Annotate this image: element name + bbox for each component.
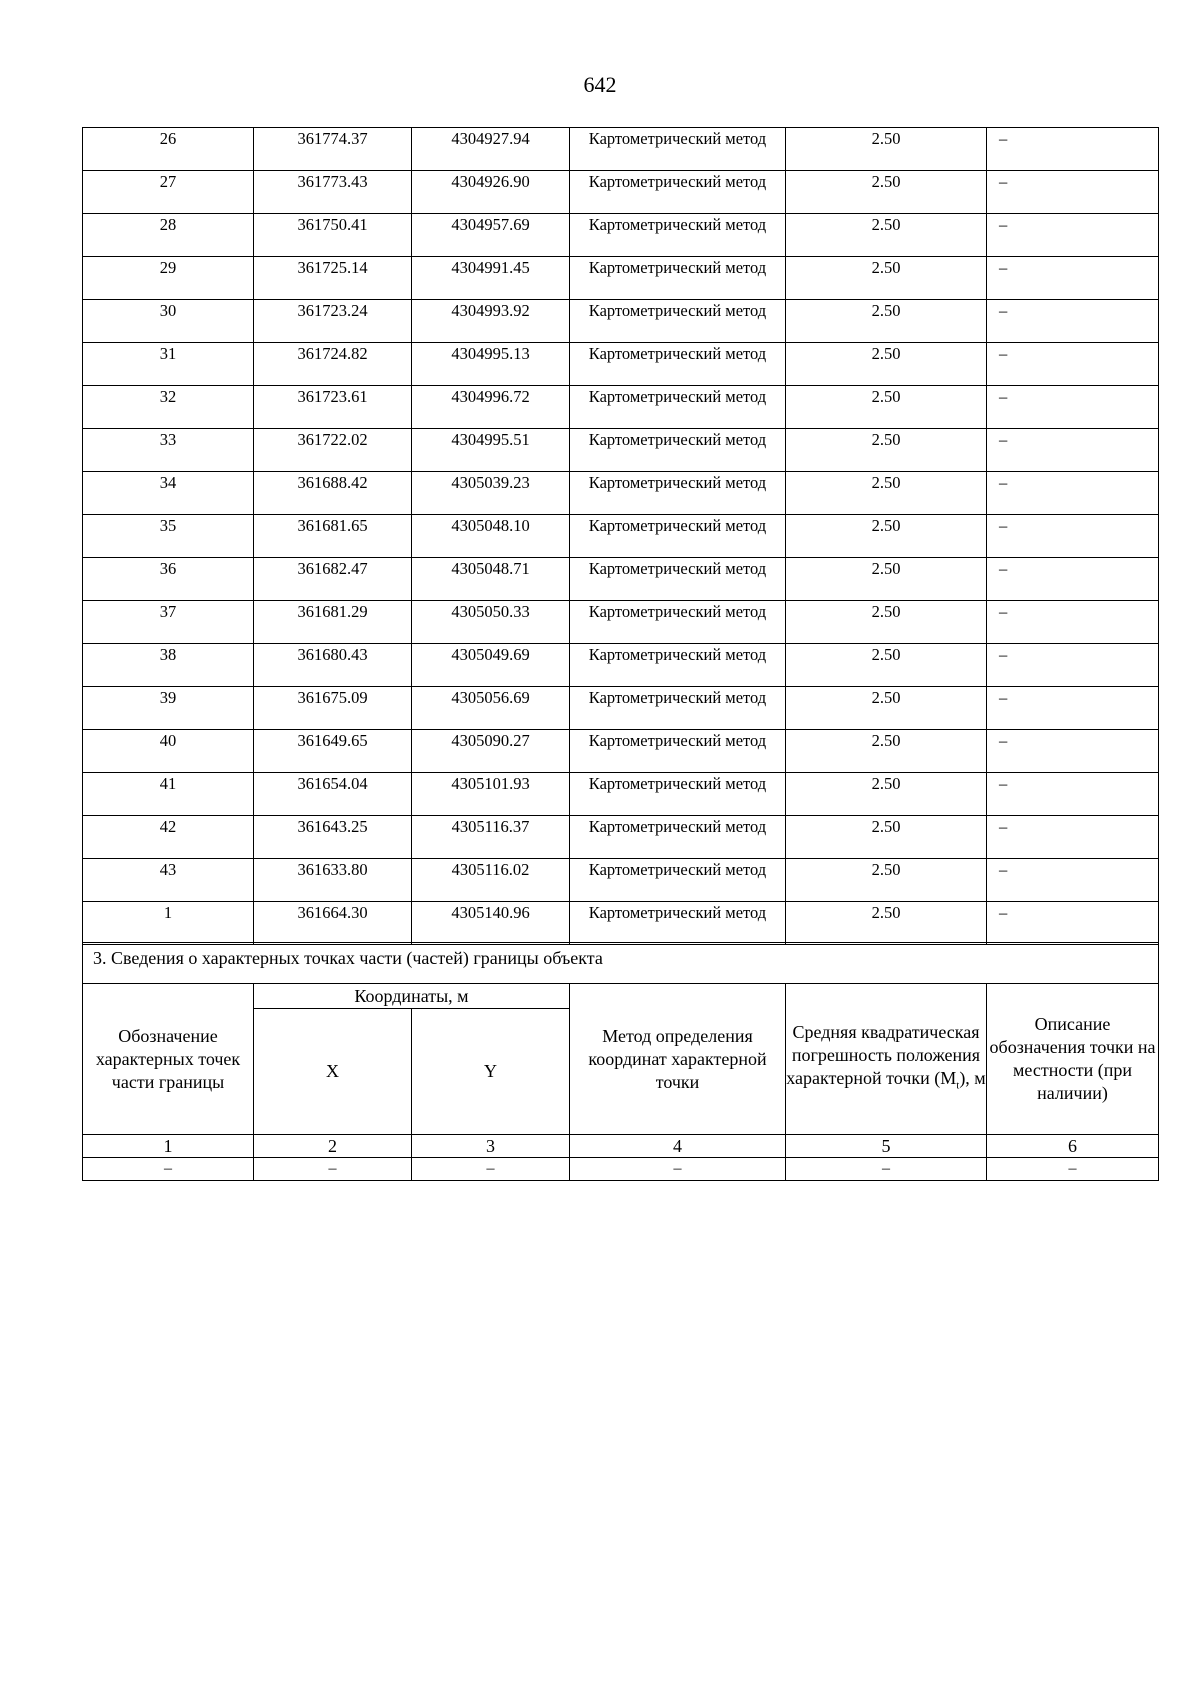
header-method: Метод определения координат характерной точки — [570, 984, 786, 1135]
header-designation: Обозначение характерных точек части границы — [83, 984, 254, 1135]
description: – — [999, 430, 1008, 449]
description: – — [999, 516, 1008, 535]
description: – — [999, 817, 1008, 836]
description: – — [999, 860, 1008, 879]
mean-error-cell — [786, 859, 987, 902]
header-coordinates: Координаты, м — [254, 984, 570, 1009]
point-number-cell — [83, 601, 254, 644]
coord-x: 361773.43 — [297, 172, 368, 191]
empty-cell: – — [254, 1158, 412, 1181]
table-row — [83, 730, 1159, 773]
description-cell — [987, 300, 1159, 343]
method: Картометрический метод — [588, 731, 767, 750]
description: – — [999, 473, 1008, 492]
coord-y-cell — [412, 902, 570, 945]
coord-x: 361688.42 — [297, 473, 368, 492]
coord-y-cell — [412, 601, 570, 644]
coord-y: 4305048.71 — [451, 559, 530, 578]
coord-x-cell — [254, 515, 412, 558]
mean-error-cell — [786, 558, 987, 601]
description-cell — [987, 816, 1159, 859]
description-cell — [987, 386, 1159, 429]
point-number: 36 — [159, 559, 177, 578]
method: Картометрический метод — [588, 774, 767, 793]
mean-error: 2.50 — [871, 344, 901, 363]
boundary-points-table — [82, 127, 1159, 945]
method-cell — [570, 472, 786, 515]
coord-x-cell — [254, 386, 412, 429]
method: Картометрический метод — [588, 387, 767, 406]
method: Картометрический метод — [588, 817, 767, 836]
coord-x: 361723.61 — [297, 387, 368, 406]
description-cell — [987, 687, 1159, 730]
description-cell — [987, 859, 1159, 902]
description-cell — [987, 429, 1159, 472]
method-cell — [570, 644, 786, 687]
coord-x: 361654.04 — [297, 774, 368, 793]
coord-y: 4305049.69 — [451, 645, 530, 664]
coord-x-cell — [254, 601, 412, 644]
coord-x-cell — [254, 902, 412, 945]
mean-error: 2.50 — [871, 731, 901, 750]
header-error-subscript: t — [956, 1079, 960, 1092]
coord-x-cell — [254, 214, 412, 257]
table-row — [83, 128, 1159, 171]
description: – — [999, 215, 1008, 234]
method-cell — [570, 429, 786, 472]
description-cell — [987, 257, 1159, 300]
column-number: 3 — [412, 1135, 570, 1158]
table-row — [83, 343, 1159, 386]
point-number-cell — [83, 644, 254, 687]
coord-y: 4305056.69 — [451, 688, 530, 707]
coord-y: 4305116.37 — [451, 817, 530, 836]
description: – — [999, 731, 1008, 750]
coord-y-cell — [412, 472, 570, 515]
coord-x: 361774.37 — [297, 129, 368, 148]
point-number-cell — [83, 257, 254, 300]
coord-x: 361633.80 — [297, 860, 368, 879]
header-description: Описание обозначения точки на местности (при наличии) — [987, 984, 1159, 1135]
point-number: 40 — [159, 731, 177, 750]
method: Картометрический метод — [588, 860, 767, 879]
point-number: 32 — [159, 387, 177, 406]
method-cell — [570, 386, 786, 429]
mean-error: 2.50 — [871, 516, 901, 535]
point-number: 31 — [159, 344, 177, 363]
coord-x: 361681.29 — [297, 602, 368, 621]
point-number: 30 — [159, 301, 177, 320]
method: Картометрический метод — [588, 344, 767, 363]
point-number: 29 — [159, 258, 177, 277]
coord-y-cell — [412, 773, 570, 816]
table-row — [83, 214, 1159, 257]
description-cell — [987, 214, 1159, 257]
coord-x: 361649.65 — [297, 731, 368, 750]
column-number: 2 — [254, 1135, 412, 1158]
coord-x: 361722.02 — [297, 430, 368, 449]
coord-y: 4304927.94 — [451, 129, 530, 148]
description: – — [999, 301, 1008, 320]
coord-y: 4305101.93 — [451, 774, 530, 793]
point-number: 41 — [159, 774, 177, 793]
description: – — [999, 387, 1008, 406]
column-number: 1 — [83, 1135, 254, 1158]
empty-data-row — [83, 1158, 1159, 1181]
method: Картометрический метод — [588, 645, 767, 664]
coord-x-cell — [254, 472, 412, 515]
mean-error: 2.50 — [871, 258, 901, 277]
method: Картометрический метод — [588, 516, 767, 535]
mean-error-cell — [786, 257, 987, 300]
mean-error: 2.50 — [871, 430, 901, 449]
mean-error-cell — [786, 902, 987, 945]
point-number-cell — [83, 859, 254, 902]
description: – — [999, 172, 1008, 191]
table-row — [83, 300, 1159, 343]
coord-x-cell — [254, 644, 412, 687]
point-number-cell — [83, 558, 254, 601]
header-error — [786, 984, 987, 1135]
method-cell — [570, 773, 786, 816]
mean-error-cell — [786, 730, 987, 773]
description: – — [999, 645, 1008, 664]
method-cell — [570, 558, 786, 601]
table-row — [83, 429, 1159, 472]
coord-y: 4305090.27 — [451, 731, 530, 750]
description-cell — [987, 730, 1159, 773]
method-cell — [570, 300, 786, 343]
table-row — [83, 515, 1159, 558]
coord-y: 4304995.51 — [451, 430, 530, 449]
point-number-cell — [83, 386, 254, 429]
point-number-cell — [83, 343, 254, 386]
method-cell — [570, 902, 786, 945]
method-cell — [570, 343, 786, 386]
description-cell — [987, 902, 1159, 945]
mean-error-cell — [786, 343, 987, 386]
column-number: 4 — [570, 1135, 786, 1158]
coord-x-cell — [254, 171, 412, 214]
mean-error-cell — [786, 214, 987, 257]
coord-x: 361664.30 — [297, 903, 368, 922]
table-row — [83, 558, 1159, 601]
method-cell — [570, 171, 786, 214]
description: – — [999, 688, 1008, 707]
coord-y: 4304996.72 — [451, 387, 530, 406]
mean-error-cell — [786, 128, 987, 171]
coord-x-cell — [254, 128, 412, 171]
table-row — [83, 386, 1159, 429]
mean-error: 2.50 — [871, 387, 901, 406]
coord-y-cell — [412, 300, 570, 343]
coord-x: 361725.14 — [297, 258, 368, 277]
coord-x-cell — [254, 859, 412, 902]
description-cell — [987, 515, 1159, 558]
coord-y-cell — [412, 257, 570, 300]
point-number-cell — [83, 730, 254, 773]
table-row — [83, 816, 1159, 859]
page-number: 642 — [583, 72, 617, 97]
empty-cell: – — [412, 1158, 570, 1181]
mean-error-cell — [786, 687, 987, 730]
point-number: 26 — [159, 129, 177, 148]
method-cell — [570, 214, 786, 257]
point-number-cell — [83, 300, 254, 343]
table-row — [83, 257, 1159, 300]
point-number-cell — [83, 472, 254, 515]
coord-y-cell — [412, 816, 570, 859]
coord-x: 361680.43 — [297, 645, 368, 664]
header-y: Y — [412, 1009, 570, 1135]
mean-error: 2.50 — [871, 645, 901, 664]
mean-error-cell — [786, 601, 987, 644]
mean-error: 2.50 — [871, 301, 901, 320]
mean-error: 2.50 — [871, 129, 901, 148]
coord-y: 4304926.90 — [451, 172, 530, 191]
table-row — [83, 601, 1159, 644]
mean-error: 2.50 — [871, 559, 901, 578]
description: – — [999, 602, 1008, 621]
table-row — [83, 902, 1159, 945]
description-cell — [987, 644, 1159, 687]
coord-y-cell — [412, 687, 570, 730]
coord-y-cell — [412, 515, 570, 558]
mean-error: 2.50 — [871, 688, 901, 707]
coord-y-cell — [412, 644, 570, 687]
method: Картометрический метод — [588, 602, 767, 621]
coord-x: 361675.09 — [297, 688, 368, 707]
point-number-cell — [83, 687, 254, 730]
mean-error: 2.50 — [871, 860, 901, 879]
coord-y-cell — [412, 343, 570, 386]
mean-error: 2.50 — [871, 215, 901, 234]
mean-error-cell — [786, 515, 987, 558]
coord-x: 361750.41 — [297, 215, 368, 234]
coord-x-cell — [254, 558, 412, 601]
coord-y-cell — [412, 128, 570, 171]
header-error-text: Средняя квадратическая погрешность положения характерной точки (M — [786, 1021, 981, 1088]
description-cell — [987, 472, 1159, 515]
point-number: 39 — [159, 688, 177, 707]
mean-error: 2.50 — [871, 602, 901, 621]
method: Картометрический метод — [588, 903, 767, 922]
coord-y-cell — [412, 859, 570, 902]
description: – — [999, 559, 1008, 578]
method: Картометрический метод — [588, 473, 767, 492]
method: Картометрический метод — [588, 129, 767, 148]
method: Картометрический метод — [588, 559, 767, 578]
coord-y-cell — [412, 558, 570, 601]
method: Картометрический метод — [588, 430, 767, 449]
coord-y: 4305140.96 — [451, 903, 530, 922]
mean-error-cell — [786, 773, 987, 816]
table-row — [83, 859, 1159, 902]
point-number: 35 — [159, 516, 177, 535]
coord-x-cell — [254, 343, 412, 386]
method: Картометрический метод — [588, 258, 767, 277]
method-cell — [570, 816, 786, 859]
empty-cell: – — [987, 1158, 1159, 1181]
description-cell — [987, 558, 1159, 601]
point-number: 1 — [163, 903, 173, 922]
method-cell — [570, 601, 786, 644]
point-number: 42 — [159, 817, 177, 836]
coord-y: 4305116.02 — [451, 860, 530, 879]
section-title: 3. Сведения о характерных точках части (частей) границы объекта — [83, 943, 1159, 984]
coord-y-cell — [412, 171, 570, 214]
point-number: 37 — [159, 602, 177, 621]
coord-y-cell — [412, 386, 570, 429]
method-cell — [570, 257, 786, 300]
point-number: 28 — [159, 215, 177, 234]
mean-error: 2.50 — [871, 817, 901, 836]
mean-error-cell — [786, 386, 987, 429]
mean-error: 2.50 — [871, 473, 901, 492]
part-boundary-points-table — [82, 942, 1159, 1181]
coord-y: 4304991.45 — [451, 258, 530, 277]
mean-error-cell — [786, 171, 987, 214]
table-row — [83, 644, 1159, 687]
empty-cell: – — [786, 1158, 987, 1181]
point-number-cell — [83, 816, 254, 859]
method: Картометрический метод — [588, 688, 767, 707]
coord-x-cell — [254, 773, 412, 816]
coord-x-cell — [254, 730, 412, 773]
mean-error-cell — [786, 300, 987, 343]
coord-x: 361643.25 — [297, 817, 368, 836]
description: – — [999, 344, 1008, 363]
description-cell — [987, 773, 1159, 816]
mean-error: 2.50 — [871, 172, 901, 191]
method-cell — [570, 128, 786, 171]
coord-y-cell — [412, 214, 570, 257]
description: – — [999, 258, 1008, 277]
empty-cell: – — [570, 1158, 786, 1181]
description-cell — [987, 601, 1159, 644]
coord-x-cell — [254, 429, 412, 472]
method: Картометрический метод — [588, 301, 767, 320]
description: – — [999, 903, 1008, 922]
coord-x-cell — [254, 257, 412, 300]
coord-y-cell — [412, 429, 570, 472]
coord-y: 4304993.92 — [451, 301, 530, 320]
mean-error-cell — [786, 429, 987, 472]
header-x: X — [254, 1009, 412, 1135]
column-numbers-row — [83, 1135, 1159, 1158]
mean-error: 2.50 — [871, 774, 901, 793]
header-error-suffix: ), м — [959, 1067, 986, 1088]
mean-error: 2.50 — [871, 903, 901, 922]
coord-x-cell — [254, 687, 412, 730]
point-number-cell — [83, 171, 254, 214]
point-number-cell — [83, 429, 254, 472]
method: Картометрический метод — [588, 215, 767, 234]
coord-y-cell — [412, 730, 570, 773]
description: – — [999, 774, 1008, 793]
mean-error-cell — [786, 472, 987, 515]
point-number-cell — [83, 128, 254, 171]
point-number: 43 — [159, 860, 177, 879]
description-cell — [987, 128, 1159, 171]
table-row — [83, 687, 1159, 730]
point-number-cell — [83, 902, 254, 945]
description-cell — [987, 343, 1159, 386]
method-cell — [570, 859, 786, 902]
point-number-cell — [83, 773, 254, 816]
coord-y: 4305050.33 — [451, 602, 530, 621]
method: Картометрический метод — [588, 172, 767, 191]
coord-x: 361681.65 — [297, 516, 368, 535]
table-row — [83, 472, 1159, 515]
coord-x-cell — [254, 300, 412, 343]
boundary-points-body — [83, 128, 1159, 945]
coord-x: 361723.24 — [297, 301, 368, 320]
column-number: 6 — [987, 1135, 1159, 1158]
description-cell — [987, 171, 1159, 214]
table-row — [83, 171, 1159, 214]
point-number: 27 — [159, 172, 177, 191]
coord-x: 361682.47 — [297, 559, 368, 578]
coord-y: 4305039.23 — [451, 473, 530, 492]
point-number-cell — [83, 214, 254, 257]
mean-error-cell — [786, 816, 987, 859]
method-cell — [570, 730, 786, 773]
empty-cell: – — [83, 1158, 254, 1181]
coord-y: 4304957.69 — [451, 215, 530, 234]
coord-x-cell — [254, 816, 412, 859]
point-number: 38 — [159, 645, 177, 664]
description: – — [999, 129, 1008, 148]
mean-error-cell — [786, 644, 987, 687]
point-number-cell — [83, 515, 254, 558]
method-cell — [570, 515, 786, 558]
point-number: 33 — [159, 430, 177, 449]
table-row — [83, 773, 1159, 816]
point-number: 34 — [159, 473, 177, 492]
coord-x: 361724.82 — [297, 344, 368, 363]
coord-y: 4305048.10 — [451, 516, 530, 535]
column-number: 5 — [786, 1135, 987, 1158]
method-cell — [570, 687, 786, 730]
coord-y: 4304995.13 — [451, 344, 530, 363]
